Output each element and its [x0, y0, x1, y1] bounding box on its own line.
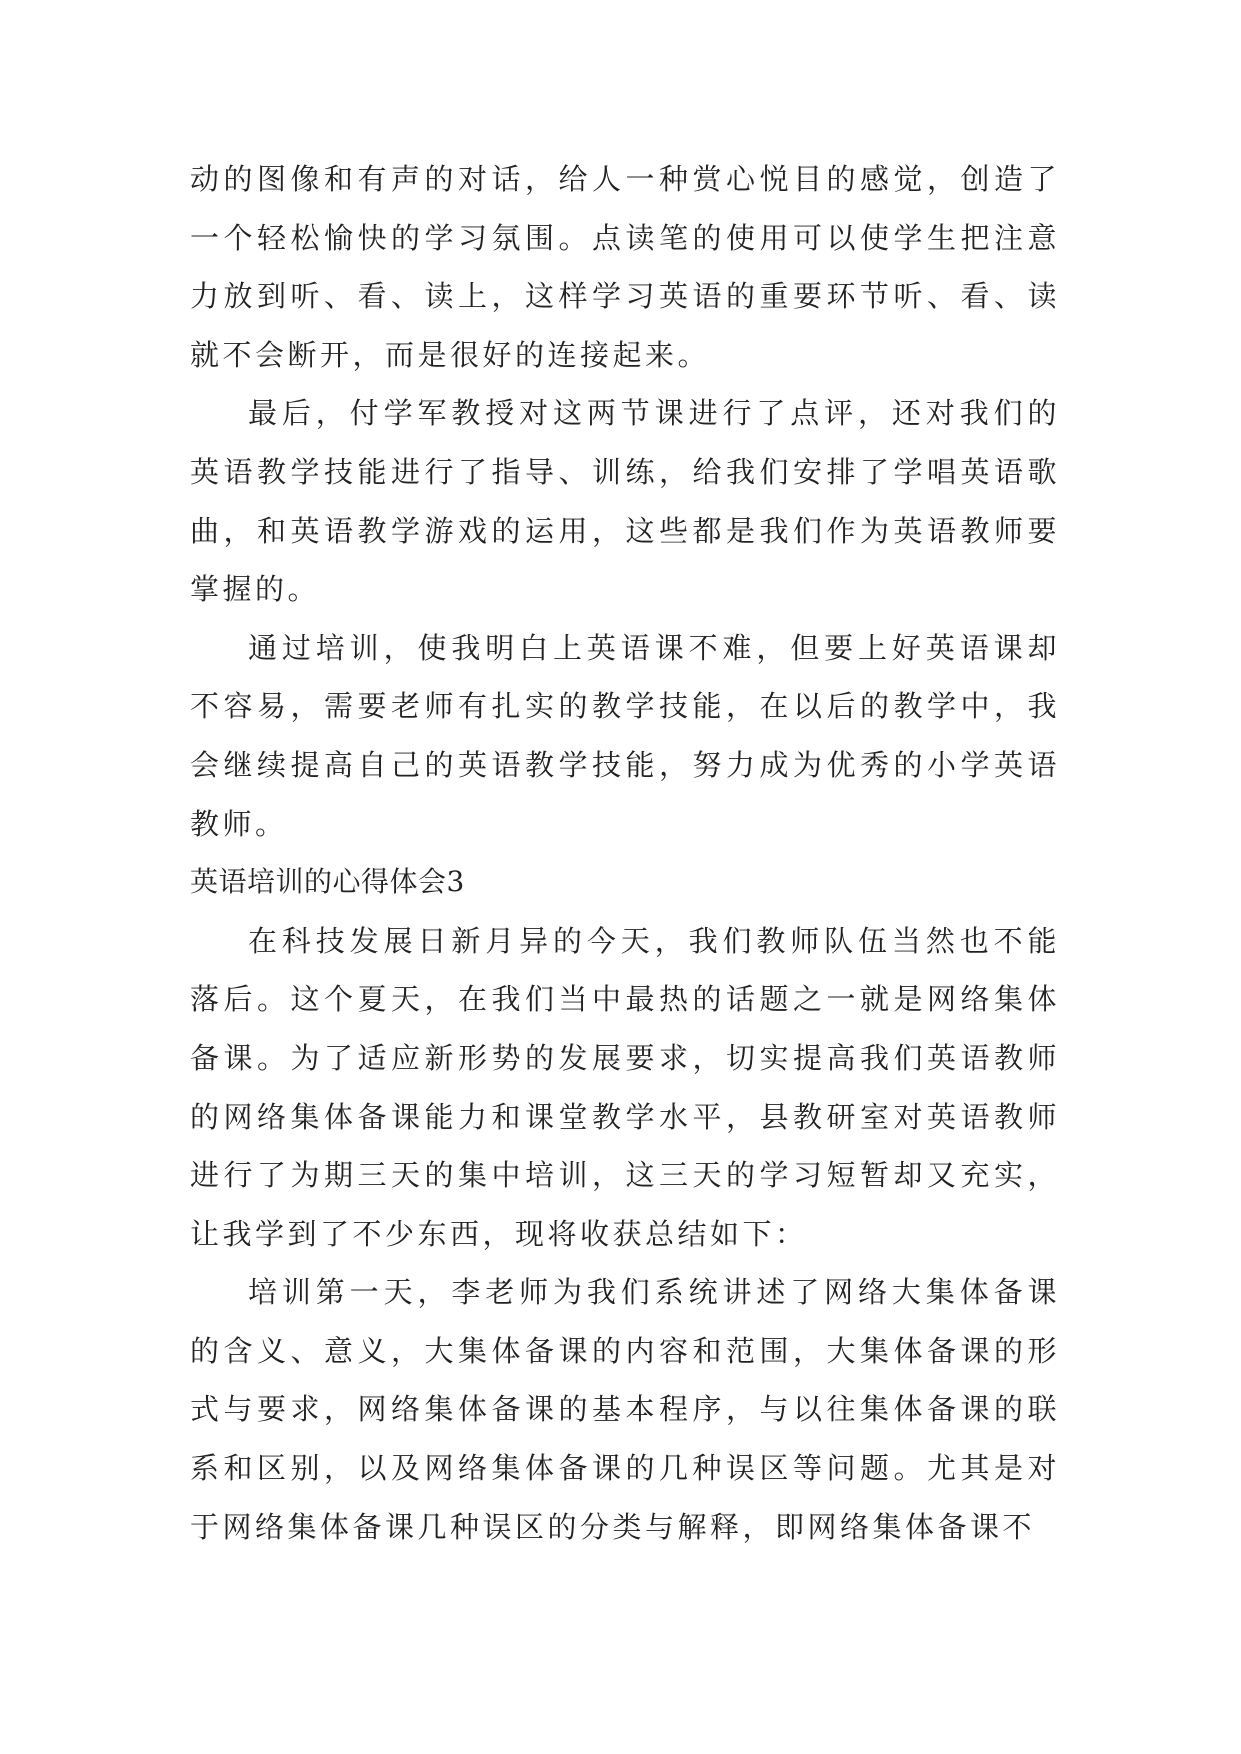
paragraph-intro: 在科技发展日新月异的今天，我们教师队伍当然也不能落后。这个夏天，在我们当中最热的话题之一就是网络集体备课。为了适应新形势的发展要求，切实提高我们英语教师的网络集体备课能力和课堂教学水平，县教研室对英语教师进行了为期三天的集中培训，这三天的学习短暂却又充实，让我学到了不少东西，现将收获总结如下：: [190, 923, 1060, 1251]
paragraph-day-one: 培训第一天，李老师为我们系统讲述了网络大集体备课的含义、意义，大集体备课的内容和范围，大集体备课的形式与要求，网络集体备课的基本程序，与以往集体备课的联系和区别，以及网络集体备课的几种误区等问题。尤其是对于网络集体备课几种误区的分类与解释，即网络集体备课不: [190, 1275, 1060, 1544]
document-page: [190, 150, 1060, 1556]
section-heading: 英语培训的心得体会3: [190, 865, 465, 899]
paragraph-evaluation: 最后，付学军教授对这两节课进行了点评，还对我们的英语教学技能进行了指导、训练，给我们安排了学唱英语歌曲，和英语教学游戏的运用，这些都是我们作为英语教师要掌握的。: [190, 396, 1060, 607]
paragraph-conclusion: 通过培训，使我明白上英语课不难，但要上好英语课却不容易，需要老师有扎实的教学技能，在以后的教学中，我会继续提高自己的英语教学技能，努力成为优秀的小学英语教师。: [190, 630, 1060, 841]
paragraph-continued: 动的图像和有声的对话，给人一种赏心悦目的感觉，创造了一个轻松愉快的学习氛围。点读笔的使用可以使学生把注意力放到听、看、读上，这样学习英语的重要环节听、看、读就不会断开，而是很好的连接起来。: [190, 162, 1060, 372]
